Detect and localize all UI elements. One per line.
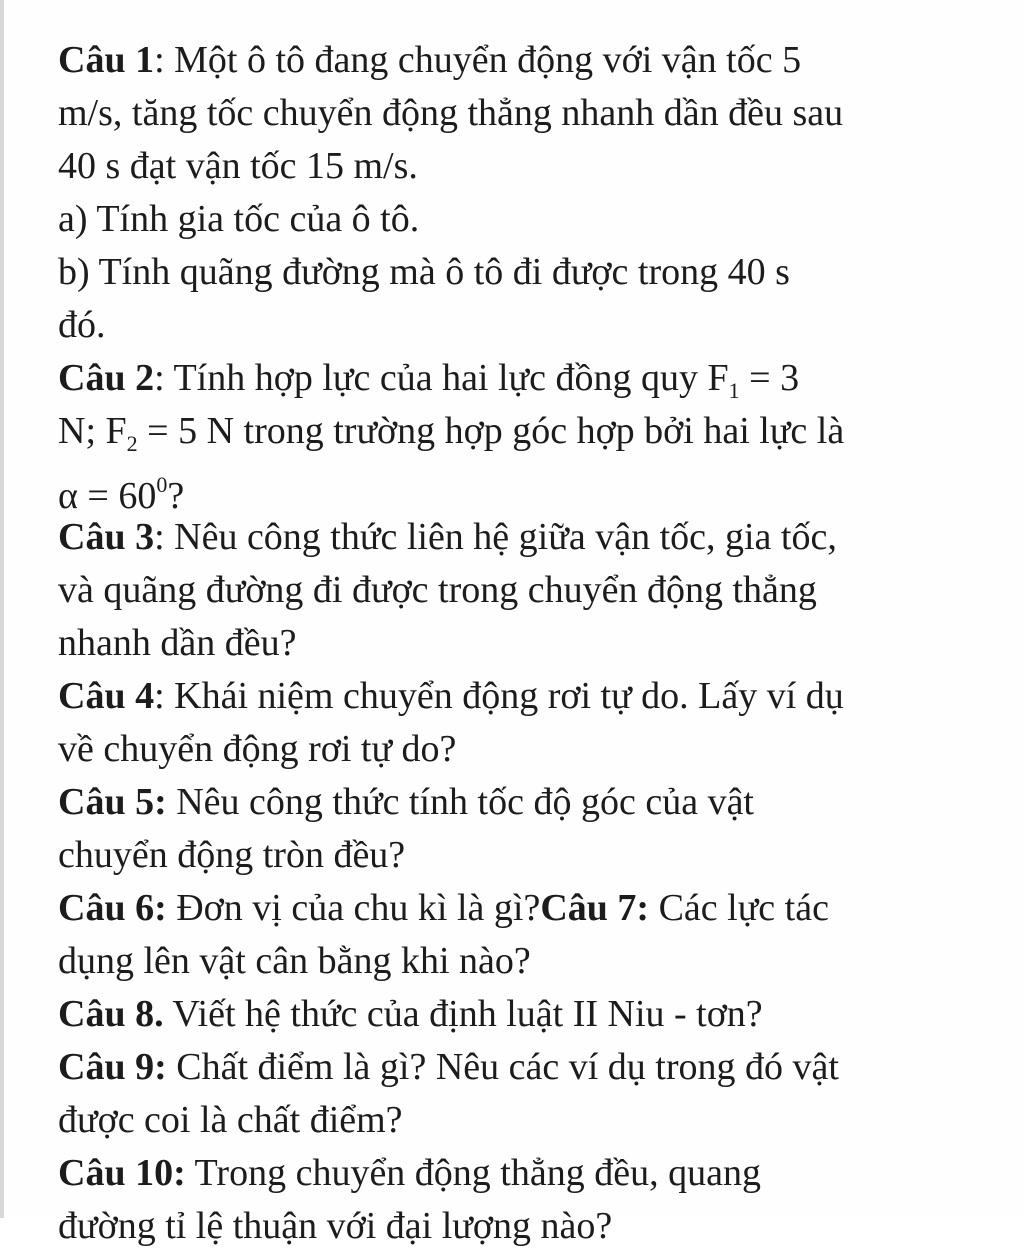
- question-4-text: : Khái niệm chuyển động rơi tự do. Lấy ví dụ: [154, 675, 844, 717]
- question-2-line-3: [58, 458, 954, 517]
- question-3-line-2: [58, 564, 954, 617]
- f1-subscript: 1: [728, 378, 740, 403]
- question-10-line-2: [58, 1200, 954, 1253]
- question-2-text: = 5 N trong trường hợp góc hợp bởi hai lực là: [137, 410, 845, 452]
- question-4-line-1: [58, 670, 954, 723]
- question-6-text: Đơn vị của chu kì là gì?: [166, 887, 541, 929]
- question-1-line-3: [58, 140, 954, 193]
- question-4-text: về chuyển động rơi tự do?: [58, 728, 457, 770]
- question-1-part-b: [58, 246, 954, 299]
- question-2-line-2: [58, 405, 954, 458]
- question-5-line-1: [58, 776, 954, 829]
- question-9-text: Chất điểm là gì? Nêu các ví dụ trong đó vật: [166, 1046, 839, 1088]
- question-5-label: Câu 5:: [58, 781, 167, 823]
- f1-value: = 3: [739, 357, 800, 399]
- question-4-line-2: [58, 723, 954, 776]
- question-mark: ?: [167, 475, 185, 517]
- question-7-text: Các lực tác: [649, 887, 829, 929]
- question-1-text: m/s, tăng tốc chuyển động thẳng nhanh dần đều sau: [58, 92, 844, 134]
- question-3-line-3: [58, 617, 954, 670]
- question-10-text: đường tỉ lệ thuận với đại lượng nào?: [58, 1205, 613, 1247]
- question-2-line-1: [58, 352, 954, 405]
- question-1-part-b-text: b) Tính quãng đường mà ô tô đi được trong 40 s: [58, 251, 790, 293]
- question-2-text: : Tính hợp lực của hai lực đồng quy F: [154, 357, 729, 399]
- question-3-label: Câu 3: [58, 516, 155, 558]
- question-9-line-2: [58, 1094, 954, 1147]
- question-8-text: Viết hệ thức của định luật II Niu - tơn?: [163, 993, 763, 1035]
- question-1-part-b-cont: [58, 299, 954, 352]
- question-2-text: N; F: [58, 410, 127, 452]
- question-1-label: Câu 1: [58, 39, 155, 81]
- question-9-label: Câu 9:: [58, 1046, 167, 1088]
- question-3-line-1: [58, 511, 954, 564]
- question-8-line-1: [58, 988, 954, 1041]
- question-5-text: Nêu công thức tính tốc độ góc của vật: [166, 781, 754, 823]
- question-3-text: nhanh dần đều?: [58, 622, 297, 664]
- question-6-label: Câu 6:: [58, 887, 167, 929]
- question-1-part-a: [58, 193, 954, 246]
- degree-superscript: 0: [156, 472, 168, 497]
- question-10-text: Trong chuyển động thẳng đều, quang: [185, 1152, 761, 1194]
- question-10-line-1: [58, 1147, 954, 1200]
- question-1-text: 40 s đạt vận tốc 15 m/s.: [58, 145, 418, 187]
- question-4-label: Câu 4: [58, 675, 155, 717]
- f2-subscript: 2: [126, 431, 138, 456]
- question-6-line-1: [58, 882, 954, 935]
- question-3-text: và quãng đường đi được trong chuyển động thẳng: [58, 569, 817, 611]
- question-7-text: dụng lên vật cân bằng khi nào?: [58, 940, 531, 982]
- question-8-label: Câu 8.: [58, 993, 164, 1035]
- alpha-equation: α = 60: [58, 475, 157, 517]
- question-list: [58, 34, 954, 1253]
- question-2-label: Câu 2: [58, 357, 155, 399]
- question-1-part-b-text: đó.: [58, 304, 106, 346]
- question-7-label: Câu 7:: [540, 887, 650, 929]
- question-10-label: Câu 10:: [58, 1152, 186, 1194]
- question-1-line-1: [58, 34, 954, 87]
- question-1-line-2: [58, 87, 954, 140]
- question-7-line-2: [58, 935, 954, 988]
- question-1-text: : Một ô tô đang chuyển động với vận tốc 5: [154, 39, 802, 81]
- question-9-line-1: [58, 1041, 954, 1094]
- question-5-line-2: [58, 829, 954, 882]
- question-1-part-a-text: a) Tính gia tốc của ô tô.: [58, 198, 420, 240]
- question-3-text: : Nêu công thức liên hệ giữa vận tốc, gia tốc,: [154, 516, 837, 558]
- question-5-text: chuyển động tròn đều?: [58, 834, 406, 876]
- question-9-text: được coi là chất điểm?: [58, 1099, 403, 1141]
